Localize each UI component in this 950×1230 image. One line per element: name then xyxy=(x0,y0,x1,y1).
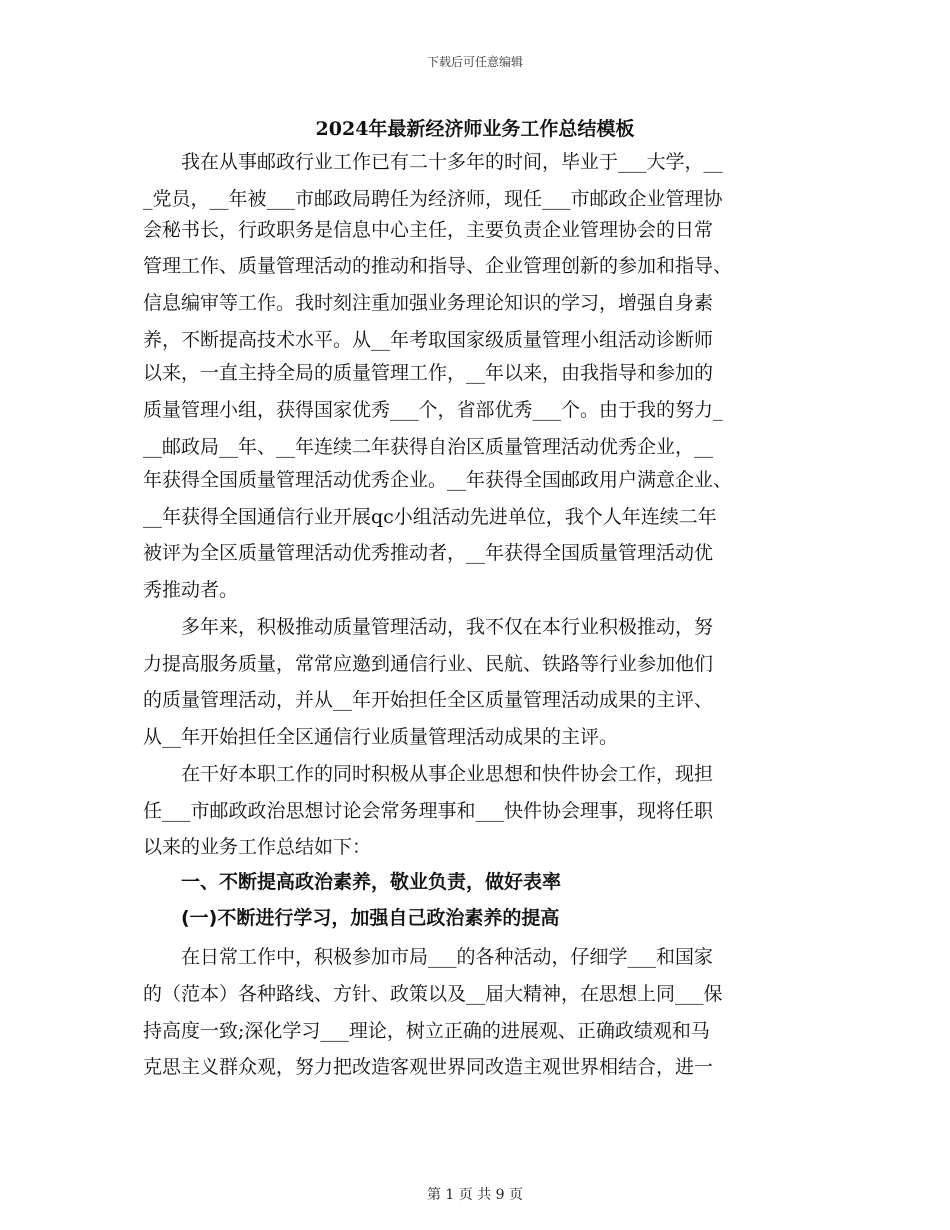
body-text-line: 被评为全区质量管理活动优秀推动者，__年获得全国质量管理活动优 xyxy=(143,542,714,564)
body-text-line: 力提高服务质量，常常应邀到通信行业、民航、铁路等行业参加他们 xyxy=(143,653,714,675)
body-text-line: 年获得全国质量管理活动优秀企业。__年获得全国邮政用户满意企业、 xyxy=(143,469,733,491)
body-text-line: __年获得全国通信行业开展qc小组活动先进单位，我个人年连续二年 xyxy=(143,506,717,528)
document-title: 2024年最新经济师业务工作总结模板 xyxy=(315,118,635,140)
body-text-line: 从__年开始担任全区通信行业质量管理活动成果的主评。 xyxy=(143,726,619,748)
body-text-line: 质量管理小组，获得国家优秀___个，省部优秀___个。由于我的努力_ xyxy=(143,399,723,421)
body-text-line: 秀推动者。 xyxy=(143,579,239,601)
body-text-line: 管理工作、质量管理活动的推动和指导、企业管理创新的参加和指导、 xyxy=(143,255,733,277)
body-text-line: 在干好本职工作的同时积极从事企业思想和快件协会工作，现担 xyxy=(143,763,714,785)
body-text-line: 任___市邮政政治思想讨论会常务理事和___快件协会理事，现将任职 xyxy=(143,800,714,822)
body-text-line: __邮政局__年、__年连续二年获得自治区质量管理活动优秀企业，__ xyxy=(143,436,714,458)
body-text-line: 以来的业务工作总结如下： xyxy=(143,836,372,858)
body-text-line: 的质量管理活动，并从__年开始担任全区质量管理活动成果的主评、 xyxy=(143,689,714,711)
section-heading: 一、不断提高政治素养，敬业负责，做好表率 xyxy=(143,871,562,893)
body-text-line: 持高度一致;深化学习___理论，树立正确的进展观、正确政绩观和马 xyxy=(143,1020,710,1042)
body-text-line: 在日常工作中，积极参加市局___的各种活动，仔细学___和国家 xyxy=(143,946,714,968)
body-text-line: 多年来，积极推动质量管理活动，我不仅在本行业积极推动，努 xyxy=(143,616,714,638)
section-heading: (一)不断进行学习，加强自己政治素养的提高 xyxy=(143,907,560,929)
page-header-note: 下载后可任意编辑 xyxy=(426,55,523,69)
body-text-line: 克思主义群众观，努力把改造客观世界同改造主观世界相结合，进一 xyxy=(143,1056,714,1078)
body-text-line: 养，不断提高技术水平。从__年考取国家级质量管理小组活动诊断师 xyxy=(143,329,714,351)
body-text-line: 会秘书长，行政职务是信息中心主任，主要负责企业管理协会的日常 xyxy=(143,219,714,241)
body-text-line: 信息编审等工作。我时刻注重加强业务理论知识的学习，增强自身素 xyxy=(143,292,714,314)
body-text-line: 我在从事邮政行业工作已有二十多年的时间，毕业于___大学，__ xyxy=(143,151,723,173)
body-text-line: 以来，一直主持全局的质量管理工作，__年以来，由我指导和参加的 xyxy=(143,362,714,384)
body-text-line: _党员，__年被___市邮政局聘任为经济师，现任___市邮政企业管理协 xyxy=(143,188,723,210)
body-text-line: 的（范本）各种路线、方针、政策以及__届大精神，在思想上同___保 xyxy=(143,983,723,1005)
page-footer: 第 1 页 共 9 页 xyxy=(426,1187,524,1203)
